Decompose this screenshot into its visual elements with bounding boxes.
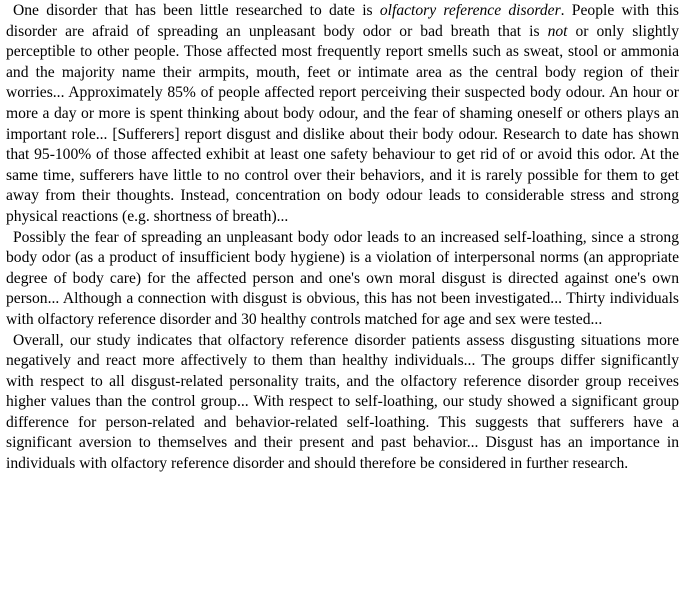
- paragraph-1-text: One disorder that has been little researched to date is: [13, 2, 380, 19]
- paragraph-3-text: Overall, our study indicates that olfactory reference disorder patients assess disgusting situations more negatively and react more affectively to them than healthy individuals... The groups differ significantly with respect to all disgust-related personality traits, and the olfactory reference disorder group receives higher values than the control group... With respect to self-loathing, our study showed a significant group difference for person-related and behavior-related self-loathing. This suggests that sufferers have a significant aversion to themselves and their present and past behavior... Disgust has an importance in individuals with olfactory reference disorder and should therefore be considered in further research.: [6, 331, 679, 473]
- paragraph-1: [6, 1, 679, 228]
- paragraph-2-text: Possibly the fear of spreading an unpleasant body odor leads to an increased self-loathing, since a strong body odor (as a product of insufficient body hygiene) is a violation of interpersonal norms (an appropriate degree of body care) for the affected person and one's own moral disgust is directed against one's own person... Although a connection with disgust is obvious, this has not been investigated... Thirty individuals with olfactory reference disorder and 30 healthy controls matched for age and sex were tested...: [6, 228, 679, 328]
- paragraph-1-text: . People with this disorder are afraid of spreading an unpleasant body odor or bad breath that is: [6, 2, 679, 40]
- paragraph-1-term-italic: olfactory reference disorder: [379, 2, 561, 19]
- paragraph-1-emphasis-italic: not: [547, 22, 568, 40]
- paragraph-3: [6, 331, 679, 475]
- paragraph-1-text: or only slightly perceptible to other people. Those affected most frequently report smells such as sweat, stool or ammonia and the majority name their armpits, mouth, feet or intimate area as the central body region of their worries... Approximately 85% of people affected report perceiving their suspected body odour. An hour or more a day or more is spent thinking about body odour, and the fear of shaming oneself or others plays an important role... [Sufferers] report disgust and dislike about their body odour. Research to date has shown that 95-100% of those affected exhibit at least one safety behaviour to get rid of or avoid this odor. At the same time, sufferers have little to no control over their behaviors, and it is rarely possible for them to get away from their thoughts. Instead, concentration on body odour leads to considerable stress and strong physical reactions (e.g. shortness of breath)...: [6, 22, 680, 225]
- paragraph-2: [6, 228, 679, 331]
